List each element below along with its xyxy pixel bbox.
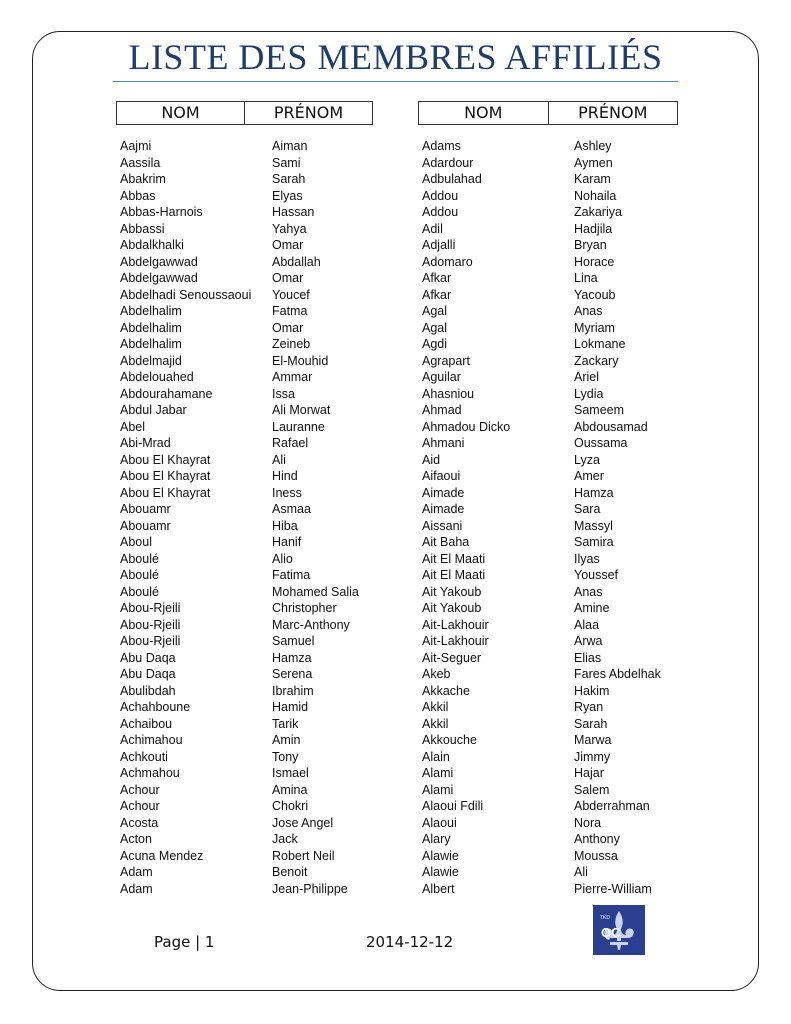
member-prenom: Ibrahim <box>272 683 314 698</box>
member-nom: Akkache <box>422 683 470 698</box>
member-prenom: Anas <box>574 584 603 599</box>
right-prenom-column <box>574 138 661 897</box>
member-nom: Achour <box>120 799 160 813</box>
member-prenom: Serena <box>272 667 313 681</box>
member-prenom: Amin <box>272 733 301 747</box>
member-nom: Alaoui Fdili <box>422 799 484 813</box>
member-prenom: Lyza <box>574 452 600 467</box>
member-prenom: Anthony <box>574 832 620 846</box>
member-prenom: Lydia <box>574 386 604 401</box>
member-prenom: Asmaa <box>272 502 311 516</box>
member-nom: Ait-Seguer <box>422 650 482 665</box>
member-nom: Abdelgawwad <box>120 254 198 269</box>
member-nom: Alawie <box>422 848 459 863</box>
member-nom: Addou <box>422 205 459 219</box>
member-prenom: Aymen <box>574 155 613 170</box>
member-nom: Abou-Rjeili <box>120 601 181 615</box>
member-nom: Abu Daqa <box>120 650 176 665</box>
member-prenom: Ismael <box>272 766 309 780</box>
member-prenom: Alaa <box>574 617 600 632</box>
member-nom: Abdelhalim <box>120 304 182 318</box>
member-prenom: Hadjila <box>574 221 613 236</box>
header-nom-right: NOM <box>464 103 503 122</box>
member-nom: Aguilar <box>422 370 461 384</box>
member-prenom: Nora <box>574 815 602 830</box>
member-prenom: Abdallah <box>272 254 321 269</box>
member-prenom: Ariel <box>574 370 600 384</box>
member-prenom: Samuel <box>272 634 315 648</box>
member-prenom: Omar <box>272 238 304 252</box>
member-prenom: Fatma <box>272 304 308 318</box>
member-nom: Ait-Lakhouir <box>422 617 489 632</box>
member-prenom: Sarah <box>272 172 306 186</box>
member-prenom: Hajar <box>574 766 604 780</box>
member-prenom: Youssef <box>574 568 619 582</box>
member-prenom: Hind <box>272 469 298 483</box>
member-prenom: Bryan <box>574 238 607 252</box>
member-prenom: Samira <box>574 535 614 549</box>
member-prenom: Mohamed Salia <box>272 584 359 599</box>
member-prenom: Amina <box>272 782 308 797</box>
member-nom: Aimade <box>422 502 465 516</box>
member-nom: Achimahou <box>120 733 183 747</box>
member-prenom: Karam <box>574 172 611 186</box>
member-nom: Agal <box>422 304 448 318</box>
member-prenom: Ryan <box>574 700 604 714</box>
member-prenom: Arwa <box>574 634 603 648</box>
member-prenom: Rafael <box>272 436 309 450</box>
member-nom: Abu Daqa <box>120 667 176 681</box>
member-prenom: Amer <box>574 469 604 483</box>
member-prenom: Aiman <box>272 139 308 153</box>
member-prenom: Iness <box>272 485 302 500</box>
left-prenom-column <box>272 138 359 897</box>
member-prenom: Horace <box>574 254 615 269</box>
member-nom: Ahmadou Dicko <box>422 419 511 434</box>
member-prenom: Jimmy <box>574 749 611 764</box>
member-prenom: Christopher <box>272 601 337 615</box>
member-nom: Alami <box>422 782 454 797</box>
member-prenom: Lauranne <box>272 419 325 434</box>
member-prenom: Omar <box>272 271 304 285</box>
member-nom: Agdi <box>422 337 448 351</box>
member-prenom: Sameem <box>574 403 625 417</box>
member-prenom: Abderrahman <box>574 799 650 813</box>
member-prenom: Zeineb <box>272 337 311 351</box>
member-nom: Abdelhalim <box>120 337 182 351</box>
member-nom: Abou El Khayrat <box>120 452 211 467</box>
member-nom: Abdelhalim <box>120 320 182 335</box>
table-header-left <box>116 101 373 125</box>
member-prenom: Lina <box>574 271 598 285</box>
member-nom: Adam <box>120 865 153 879</box>
member-nom: Aboulé <box>120 568 159 582</box>
member-nom: Akeb <box>422 667 451 681</box>
member-nom: Adil <box>422 221 443 236</box>
member-nom: Achaibou <box>120 716 173 731</box>
member-nom: Abou El Khayrat <box>120 469 211 483</box>
member-prenom: Yahya <box>272 221 307 236</box>
member-nom: Abbas-Harnois <box>120 205 203 219</box>
member-nom: Ahmani <box>422 436 465 450</box>
member-prenom: Ilyas <box>574 551 600 566</box>
left-nom-column <box>120 138 251 897</box>
member-prenom: Lokmane <box>574 337 626 351</box>
member-prenom: Abdousamad <box>574 419 648 434</box>
member-nom: Akkouche <box>422 733 477 747</box>
member-nom: Agrapart <box>422 353 470 368</box>
member-nom: Abdalkhalki <box>120 238 184 252</box>
member-nom: Abdourahamane <box>120 386 213 401</box>
member-prenom: Hanif <box>272 535 302 549</box>
member-nom: Afkar <box>422 287 452 302</box>
member-nom: Acosta <box>120 815 159 830</box>
member-nom: Ait-Lakhouir <box>422 634 489 648</box>
member-nom: Adam <box>120 881 153 896</box>
member-nom: Ait El Maati <box>422 551 486 566</box>
header-prenom-left: PRÉNOM <box>244 102 372 124</box>
member-nom: Adomaro <box>422 254 473 269</box>
member-nom: Aajmi <box>120 139 152 153</box>
member-nom: Afkar <box>422 271 452 285</box>
member-prenom: Hamza <box>272 650 312 665</box>
member-nom: Ait Yakoub <box>422 584 482 599</box>
member-nom: Ahmad <box>422 403 462 417</box>
member-prenom: Zackary <box>574 353 619 368</box>
member-prenom: Jack <box>272 832 298 846</box>
right-nom-column <box>422 138 510 897</box>
member-prenom: Fatima <box>272 568 311 582</box>
member-prenom: Chokri <box>272 799 309 813</box>
member-nom: Abbassi <box>120 221 165 236</box>
member-prenom: Hamid <box>272 700 309 714</box>
table-header-right <box>418 101 678 125</box>
member-prenom: Ashley <box>574 139 612 153</box>
member-nom: Abou El Khayrat <box>120 485 211 500</box>
member-prenom: Issa <box>272 386 295 401</box>
member-nom: Abou-Rjeili <box>120 634 181 648</box>
member-prenom: Zakariya <box>574 205 622 219</box>
member-nom: Abel <box>120 419 146 434</box>
member-nom: Adjalli <box>422 238 456 252</box>
member-nom: Aassila <box>120 155 161 170</box>
member-prenom: Fares Abdelhak <box>574 667 661 681</box>
member-nom: Adbulahad <box>422 172 482 186</box>
logo-small-text: TKD <box>600 915 610 921</box>
member-nom: Agal <box>422 320 448 335</box>
member-prenom: Pierre-William <box>574 881 652 896</box>
member-prenom: Jean-Philippe <box>272 881 348 896</box>
member-nom: Aid <box>422 452 441 467</box>
member-nom: Aissani <box>422 518 463 533</box>
member-nom: Acuna Mendez <box>120 848 204 863</box>
member-prenom: Robert Neil <box>272 848 335 863</box>
header-prenom-right: PRÉNOM <box>548 102 678 124</box>
member-prenom: Benoit <box>272 865 308 879</box>
member-nom: Alary <box>422 832 451 846</box>
member-prenom: Nohaila <box>574 188 617 203</box>
header-nom-left: NOM <box>161 103 200 122</box>
member-prenom: Ali <box>574 865 588 879</box>
member-prenom: Ali <box>272 452 286 467</box>
member-prenom: Elias <box>574 650 602 665</box>
member-prenom: Yacoub <box>574 287 616 302</box>
member-nom: Ait El Maati <box>422 568 486 582</box>
member-prenom: Sarah <box>574 716 608 731</box>
member-nom: Alami <box>422 766 454 780</box>
member-nom: Ait Yakoub <box>422 601 482 615</box>
member-prenom: Ammar <box>272 370 313 384</box>
member-nom: Ahasniou <box>422 386 475 401</box>
member-nom: Abouamr <box>120 502 171 516</box>
member-prenom: Alio <box>272 551 293 566</box>
member-nom: Aboul <box>120 535 152 549</box>
member-prenom: Moussa <box>574 848 618 863</box>
member-prenom: Hakim <box>574 683 610 698</box>
member-nom: Abi-Mrad <box>120 436 171 450</box>
member-prenom: Jose Angel <box>272 815 334 830</box>
member-prenom: Hiba <box>272 518 298 533</box>
page-number: Page | 1 <box>154 933 215 951</box>
member-nom: Alaoui <box>422 815 457 830</box>
member-nom: Abou-Rjeili <box>120 617 181 632</box>
member-nom: Abdelouahed <box>120 370 194 384</box>
member-nom: Aimade <box>422 485 465 500</box>
member-prenom: Omar <box>272 320 304 335</box>
member-prenom: Marwa <box>574 733 612 747</box>
member-prenom: Ali Morwat <box>272 403 331 417</box>
member-prenom: Hamza <box>574 485 614 500</box>
member-nom: Aboulé <box>120 551 159 566</box>
member-prenom: Massyl <box>574 518 613 533</box>
member-prenom: Myriam <box>574 320 615 335</box>
member-nom: Abdelhadi Senoussaoui <box>120 287 252 302</box>
member-nom: Achmahou <box>120 766 180 780</box>
member-prenom: Sami <box>272 155 301 170</box>
member-nom: Abdelmajid <box>120 353 182 368</box>
member-prenom: Tarik <box>272 716 299 731</box>
member-nom: Achour <box>120 782 160 797</box>
member-prenom: Hassan <box>272 205 315 219</box>
member-nom: Akkil <box>422 700 449 714</box>
member-prenom: Anas <box>574 304 603 318</box>
title-underline <box>113 81 678 82</box>
member-nom: Abdelgawwad <box>120 271 198 285</box>
page-title: LISTE DES MEMBRES AFFILIÉS <box>128 37 663 77</box>
member-nom: Albert <box>422 881 455 896</box>
member-nom: Achahboune <box>120 700 191 714</box>
member-prenom: Salem <box>574 782 610 797</box>
member-nom: Adams <box>422 139 461 153</box>
document-date: 2014-12-12 <box>366 933 454 951</box>
member-prenom: Tony <box>272 749 299 764</box>
member-prenom: Youcef <box>272 287 310 302</box>
member-nom: Abouamr <box>120 518 171 533</box>
member-nom: Alawie <box>422 865 459 879</box>
member-prenom: Sara <box>574 502 601 516</box>
member-nom: Achkouti <box>120 749 168 764</box>
member-nom: Aboulé <box>120 584 159 599</box>
member-nom: Abbas <box>120 188 156 203</box>
member-prenom: El-Mouhid <box>272 353 329 368</box>
member-prenom: Elyas <box>272 188 303 203</box>
member-prenom: Amine <box>574 601 610 615</box>
member-nom: Ait Baha <box>422 535 470 549</box>
member-nom: Adardour <box>422 155 474 170</box>
fleur-de-lis-icon <box>593 905 645 955</box>
member-prenom: Marc-Anthony <box>272 617 350 632</box>
member-nom: Akkil <box>422 716 449 731</box>
member-prenom: Oussama <box>574 436 628 450</box>
member-nom: Abdul Jabar <box>120 403 187 417</box>
member-nom: Abakrim <box>120 172 166 186</box>
member-nom: Addou <box>422 188 459 203</box>
member-nom: Abulibdah <box>120 683 176 698</box>
member-nom: Alain <box>422 749 450 764</box>
member-nom: Acton <box>120 832 152 846</box>
member-nom: Aifaoui <box>422 469 461 483</box>
logo-text: QC <box>601 925 621 940</box>
